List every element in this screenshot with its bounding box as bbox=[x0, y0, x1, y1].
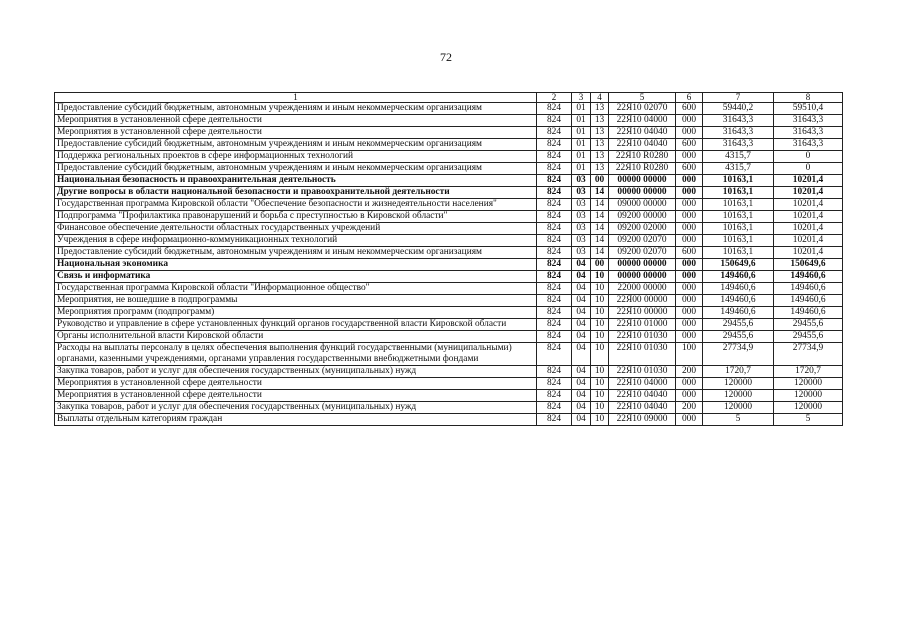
row-subsection-cell: 14 bbox=[591, 235, 609, 247]
row-amount-year1-cell: 31643,3 bbox=[703, 139, 774, 151]
column-header: 1 bbox=[55, 93, 537, 103]
row-ministry-code-cell: 824 bbox=[537, 175, 572, 187]
row-subsection-cell: 14 bbox=[591, 211, 609, 223]
row-amount-year2-cell: 1720,7 bbox=[774, 366, 843, 378]
column-header: 8 bbox=[774, 93, 843, 103]
row-amount-year2-cell: 149460,6 bbox=[774, 295, 843, 307]
row-ministry-code-cell: 824 bbox=[537, 378, 572, 390]
row-ministry-code-cell: 824 bbox=[537, 402, 572, 414]
row-expense-type-cell: 000 bbox=[676, 187, 703, 199]
row-section-cell: 04 bbox=[572, 295, 591, 307]
row-amount-year1-cell: 29455,6 bbox=[703, 319, 774, 331]
row-subsection-cell: 10 bbox=[591, 319, 609, 331]
row-name-cell: Национальная экономика bbox=[55, 259, 537, 271]
row-ministry-code-cell: 824 bbox=[537, 307, 572, 319]
table-header-row bbox=[55, 93, 843, 103]
row-section-cell: 04 bbox=[572, 366, 591, 378]
row-amount-year1-cell: 10163,1 bbox=[703, 223, 774, 235]
row-section-cell: 04 bbox=[572, 414, 591, 426]
row-ministry-code-cell: 824 bbox=[537, 414, 572, 426]
row-expense-type-cell: 600 bbox=[676, 163, 703, 175]
row-amount-year1-cell: 149460,6 bbox=[703, 295, 774, 307]
row-target-article-cell: 22Я10 02070 bbox=[609, 103, 676, 115]
row-amount-year1-cell: 31643,3 bbox=[703, 115, 774, 127]
row-subsection-cell: 10 bbox=[591, 378, 609, 390]
row-amount-year2-cell: 27734,9 bbox=[774, 343, 843, 366]
row-amount-year2-cell: 10201,4 bbox=[774, 187, 843, 199]
row-target-article-cell: 22Я10 R0280 bbox=[609, 151, 676, 163]
row-section-cell: 03 bbox=[572, 235, 591, 247]
row-section-cell: 04 bbox=[572, 378, 591, 390]
row-subsection-cell: 14 bbox=[591, 247, 609, 259]
row-section-cell: 04 bbox=[572, 319, 591, 331]
row-name-cell: Предоставление субсидий бюджетным, автономным учреждениям и иным некоммерческим организациям bbox=[55, 139, 537, 151]
table-row bbox=[55, 235, 843, 247]
row-target-article-cell: 09200 02000 bbox=[609, 223, 676, 235]
row-amount-year2-cell: 10201,4 bbox=[774, 211, 843, 223]
row-ministry-code-cell: 824 bbox=[537, 331, 572, 343]
row-subsection-cell: 14 bbox=[591, 187, 609, 199]
table-row bbox=[55, 223, 843, 235]
row-amount-year2-cell: 0 bbox=[774, 163, 843, 175]
row-ministry-code-cell: 824 bbox=[537, 271, 572, 283]
row-target-article-cell: 09000 00000 bbox=[609, 199, 676, 211]
row-name-cell: Закупка товаров, работ и услуг для обеспечения государственных (муниципальных) нужд bbox=[55, 402, 537, 414]
row-subsection-cell: 10 bbox=[591, 390, 609, 402]
row-expense-type-cell: 000 bbox=[676, 307, 703, 319]
row-expense-type-cell: 000 bbox=[676, 211, 703, 223]
row-expense-type-cell: 000 bbox=[676, 259, 703, 271]
row-name-cell: Предоставление субсидий бюджетным, автономным учреждениям и иным некоммерческим организациям bbox=[55, 163, 537, 175]
row-target-article-cell: 09200 00000 bbox=[609, 211, 676, 223]
row-name-cell: Подпрограмма "Профилактика правонарушений и борьба с преступностью в Кировской области" bbox=[55, 211, 537, 223]
row-amount-year1-cell: 150649,6 bbox=[703, 259, 774, 271]
table-row bbox=[55, 199, 843, 211]
column-header: 7 bbox=[703, 93, 774, 103]
row-section-cell: 01 bbox=[572, 163, 591, 175]
row-target-article-cell: 00000 00000 bbox=[609, 187, 676, 199]
table-row bbox=[55, 103, 843, 115]
row-amount-year1-cell: 10163,1 bbox=[703, 175, 774, 187]
row-section-cell: 03 bbox=[572, 247, 591, 259]
row-name-cell: Руководство и управление в сфере установленных функций органов государственной власти Кировской области bbox=[55, 319, 537, 331]
row-amount-year2-cell: 31643,3 bbox=[774, 139, 843, 151]
row-amount-year1-cell: 10163,1 bbox=[703, 211, 774, 223]
row-amount-year1-cell: 149460,6 bbox=[703, 271, 774, 283]
row-amount-year1-cell: 10163,1 bbox=[703, 235, 774, 247]
row-name-cell: Государственная программа Кировской области "Информационное общество" bbox=[55, 283, 537, 295]
row-amount-year2-cell: 10201,4 bbox=[774, 199, 843, 211]
row-ministry-code-cell: 824 bbox=[537, 295, 572, 307]
row-ministry-code-cell: 824 bbox=[537, 319, 572, 331]
row-section-cell: 04 bbox=[572, 283, 591, 295]
row-amount-year2-cell: 120000 bbox=[774, 378, 843, 390]
row-amount-year1-cell: 10163,1 bbox=[703, 247, 774, 259]
row-subsection-cell: 10 bbox=[591, 366, 609, 378]
row-target-article-cell: 22Я10 01030 bbox=[609, 343, 676, 366]
row-section-cell: 03 bbox=[572, 175, 591, 187]
row-subsection-cell: 00 bbox=[591, 259, 609, 271]
row-expense-type-cell: 000 bbox=[676, 319, 703, 331]
row-amount-year2-cell: 10201,4 bbox=[774, 235, 843, 247]
row-name-cell: Мероприятия в установленной сфере деятельности bbox=[55, 127, 537, 139]
row-name-cell: Мероприятия в установленной сфере деятельности bbox=[55, 115, 537, 127]
row-ministry-code-cell: 824 bbox=[537, 235, 572, 247]
row-expense-type-cell: 000 bbox=[676, 390, 703, 402]
row-amount-year2-cell: 120000 bbox=[774, 390, 843, 402]
row-expense-type-cell: 000 bbox=[676, 115, 703, 127]
row-expense-type-cell: 000 bbox=[676, 271, 703, 283]
row-target-article-cell: 22Я10 04000 bbox=[609, 115, 676, 127]
table-row bbox=[55, 151, 843, 163]
row-ministry-code-cell: 824 bbox=[537, 259, 572, 271]
row-section-cell: 01 bbox=[572, 127, 591, 139]
row-target-article-cell: 00000 00000 bbox=[609, 175, 676, 187]
row-expense-type-cell: 000 bbox=[676, 151, 703, 163]
row-expense-type-cell: 000 bbox=[676, 235, 703, 247]
row-section-cell: 03 bbox=[572, 199, 591, 211]
row-amount-year2-cell: 29455,6 bbox=[774, 319, 843, 331]
row-amount-year1-cell: 120000 bbox=[703, 378, 774, 390]
row-subsection-cell: 14 bbox=[591, 223, 609, 235]
row-target-article-cell: 22Я10 01030 bbox=[609, 366, 676, 378]
row-subsection-cell: 10 bbox=[591, 271, 609, 283]
row-ministry-code-cell: 824 bbox=[537, 366, 572, 378]
table-row bbox=[55, 127, 843, 139]
table-row bbox=[55, 283, 843, 295]
row-name-cell: Поддержка региональных проектов в сфере информационных технологий bbox=[55, 151, 537, 163]
row-section-cell: 04 bbox=[572, 390, 591, 402]
row-expense-type-cell: 000 bbox=[676, 175, 703, 187]
row-expense-type-cell: 000 bbox=[676, 295, 703, 307]
row-amount-year2-cell: 10201,4 bbox=[774, 247, 843, 259]
row-name-cell: Финансовое обеспечение деятельности областных государственных учреждений bbox=[55, 223, 537, 235]
row-amount-year1-cell: 10163,1 bbox=[703, 187, 774, 199]
row-ministry-code-cell: 824 bbox=[537, 187, 572, 199]
row-subsection-cell: 14 bbox=[591, 199, 609, 211]
row-expense-type-cell: 600 bbox=[676, 247, 703, 259]
row-expense-type-cell: 000 bbox=[676, 331, 703, 343]
row-target-article-cell: 22Я10 04040 bbox=[609, 127, 676, 139]
table-row bbox=[55, 414, 843, 426]
row-ministry-code-cell: 824 bbox=[537, 127, 572, 139]
row-name-cell: Расходы на выплаты персоналу в целях обеспечения выполнения функций государственными (муниципальными) органами, казенными учреждениями, органами управления государственными внебюджетными фондами bbox=[55, 343, 537, 366]
row-amount-year2-cell: 149460,6 bbox=[774, 271, 843, 283]
table-row bbox=[55, 247, 843, 259]
row-target-article-cell: 22Я10 04000 bbox=[609, 378, 676, 390]
row-name-cell: Мероприятия в установленной сфере деятельности bbox=[55, 378, 537, 390]
table-row bbox=[55, 307, 843, 319]
row-amount-year1-cell: 149460,6 bbox=[703, 307, 774, 319]
row-name-cell: Государственная программа Кировской области "Обеспечение безопасности и жизнедеятельности населения" bbox=[55, 199, 537, 211]
row-target-article-cell: 00000 00000 bbox=[609, 259, 676, 271]
table-row bbox=[55, 390, 843, 402]
table-row bbox=[55, 295, 843, 307]
row-section-cell: 04 bbox=[572, 271, 591, 283]
row-amount-year2-cell: 29455,6 bbox=[774, 331, 843, 343]
row-amount-year1-cell: 149460,6 bbox=[703, 283, 774, 295]
row-section-cell: 04 bbox=[572, 402, 591, 414]
row-subsection-cell: 13 bbox=[591, 139, 609, 151]
row-target-article-cell: 09200 02070 bbox=[609, 235, 676, 247]
row-amount-year1-cell: 27734,9 bbox=[703, 343, 774, 366]
row-name-cell: Закупка товаров, работ и услуг для обеспечения государственных (муниципальных) нужд bbox=[55, 366, 537, 378]
row-target-article-cell: 22Я00 00000 bbox=[609, 295, 676, 307]
row-amount-year1-cell: 120000 bbox=[703, 390, 774, 402]
row-section-cell: 03 bbox=[572, 223, 591, 235]
row-target-article-cell: 22Я10 R0280 bbox=[609, 163, 676, 175]
row-subsection-cell: 13 bbox=[591, 115, 609, 127]
row-target-article-cell: 00000 00000 bbox=[609, 271, 676, 283]
row-amount-year1-cell: 10163,1 bbox=[703, 199, 774, 211]
row-amount-year2-cell: 59510,4 bbox=[774, 103, 843, 115]
row-section-cell: 03 bbox=[572, 187, 591, 199]
row-ministry-code-cell: 824 bbox=[537, 390, 572, 402]
row-name-cell: Предоставление субсидий бюджетным, автономным учреждениям и иным некоммерческим организациям bbox=[55, 103, 537, 115]
row-amount-year2-cell: 150649,6 bbox=[774, 259, 843, 271]
row-name-cell: Мероприятия, не вошедшие в подпрограммы bbox=[55, 295, 537, 307]
row-amount-year1-cell: 59440,2 bbox=[703, 103, 774, 115]
row-subsection-cell: 13 bbox=[591, 103, 609, 115]
row-target-article-cell: 22Я10 04040 bbox=[609, 390, 676, 402]
row-section-cell: 01 bbox=[572, 151, 591, 163]
row-section-cell: 01 bbox=[572, 103, 591, 115]
table-row bbox=[55, 331, 843, 343]
row-subsection-cell: 10 bbox=[591, 295, 609, 307]
row-subsection-cell: 13 bbox=[591, 127, 609, 139]
row-subsection-cell: 13 bbox=[591, 163, 609, 175]
table-row bbox=[55, 175, 843, 187]
row-ministry-code-cell: 824 bbox=[537, 163, 572, 175]
column-header: 4 bbox=[591, 93, 609, 103]
row-amount-year1-cell: 31643,3 bbox=[703, 127, 774, 139]
row-section-cell: 04 bbox=[572, 331, 591, 343]
row-amount-year2-cell: 31643,3 bbox=[774, 127, 843, 139]
table-row bbox=[55, 366, 843, 378]
row-amount-year1-cell: 5 bbox=[703, 414, 774, 426]
row-amount-year2-cell: 149460,6 bbox=[774, 307, 843, 319]
row-target-article-cell: 22Я10 01030 bbox=[609, 331, 676, 343]
row-ministry-code-cell: 824 bbox=[537, 223, 572, 235]
table-row bbox=[55, 319, 843, 331]
table-row bbox=[55, 402, 843, 414]
row-ministry-code-cell: 824 bbox=[537, 151, 572, 163]
row-amount-year1-cell: 120000 bbox=[703, 402, 774, 414]
row-name-cell: Национальная безопасность и правоохранительная деятельность bbox=[55, 175, 537, 187]
row-section-cell: 01 bbox=[572, 139, 591, 151]
row-subsection-cell: 10 bbox=[591, 283, 609, 295]
row-target-article-cell: 09200 02070 bbox=[609, 247, 676, 259]
row-name-cell: Выплаты отдельным категориям граждан bbox=[55, 414, 537, 426]
row-expense-type-cell: 100 bbox=[676, 343, 703, 366]
column-header: 6 bbox=[676, 93, 703, 103]
table-row bbox=[55, 211, 843, 223]
row-ministry-code-cell: 824 bbox=[537, 199, 572, 211]
row-target-article-cell: 22Я10 04040 bbox=[609, 139, 676, 151]
row-amount-year1-cell: 4315,7 bbox=[703, 151, 774, 163]
row-name-cell: Мероприятия программ (подпрограмм) bbox=[55, 307, 537, 319]
row-subsection-cell: 10 bbox=[591, 343, 609, 366]
row-section-cell: 04 bbox=[572, 259, 591, 271]
table-row bbox=[55, 115, 843, 127]
column-header: 3 bbox=[572, 93, 591, 103]
row-ministry-code-cell: 824 bbox=[537, 211, 572, 223]
row-amount-year2-cell: 10201,4 bbox=[774, 223, 843, 235]
row-ministry-code-cell: 824 bbox=[537, 247, 572, 259]
row-target-article-cell: 22000 00000 bbox=[609, 283, 676, 295]
row-section-cell: 03 bbox=[572, 211, 591, 223]
row-name-cell: Связь и информатика bbox=[55, 271, 537, 283]
row-expense-type-cell: 200 bbox=[676, 402, 703, 414]
row-target-article-cell: 22Я10 01000 bbox=[609, 319, 676, 331]
row-name-cell: Предоставление субсидий бюджетным, автономным учреждениям и иным некоммерческим организациям bbox=[55, 247, 537, 259]
row-amount-year2-cell: 149460,6 bbox=[774, 283, 843, 295]
row-expense-type-cell: 000 bbox=[676, 127, 703, 139]
row-name-cell: Другие вопросы в области национальной безопасности и правоохранительной деятельности bbox=[55, 187, 537, 199]
row-expense-type-cell: 200 bbox=[676, 366, 703, 378]
row-amount-year1-cell: 4315,7 bbox=[703, 163, 774, 175]
row-name-cell: Учреждения в сфере информационно-коммуникационных технологий bbox=[55, 235, 537, 247]
row-amount-year1-cell: 1720,7 bbox=[703, 366, 774, 378]
table-row bbox=[55, 163, 843, 175]
row-subsection-cell: 10 bbox=[591, 307, 609, 319]
column-header: 5 bbox=[609, 93, 676, 103]
table-row bbox=[55, 343, 843, 366]
row-expense-type-cell: 000 bbox=[676, 378, 703, 390]
row-name-cell: Мероприятия в установленной сфере деятельности bbox=[55, 390, 537, 402]
page-number: 72 bbox=[440, 50, 452, 64]
row-subsection-cell: 10 bbox=[591, 331, 609, 343]
row-subsection-cell: 10 bbox=[591, 414, 609, 426]
row-amount-year1-cell: 29455,6 bbox=[703, 331, 774, 343]
row-expense-type-cell: 000 bbox=[676, 199, 703, 211]
row-amount-year2-cell: 31643,3 bbox=[774, 115, 843, 127]
row-section-cell: 04 bbox=[572, 343, 591, 366]
row-amount-year2-cell: 5 bbox=[774, 414, 843, 426]
row-target-article-cell: 22Я10 09000 bbox=[609, 414, 676, 426]
row-ministry-code-cell: 824 bbox=[537, 283, 572, 295]
row-amount-year2-cell: 10201,4 bbox=[774, 175, 843, 187]
row-amount-year2-cell: 0 bbox=[774, 151, 843, 163]
row-ministry-code-cell: 824 bbox=[537, 103, 572, 115]
row-ministry-code-cell: 824 bbox=[537, 343, 572, 366]
row-subsection-cell: 10 bbox=[591, 402, 609, 414]
row-amount-year2-cell: 120000 bbox=[774, 402, 843, 414]
row-subsection-cell: 13 bbox=[591, 151, 609, 163]
table-row bbox=[55, 259, 843, 271]
row-expense-type-cell: 000 bbox=[676, 414, 703, 426]
row-ministry-code-cell: 824 bbox=[537, 139, 572, 151]
column-header: 2 bbox=[537, 93, 572, 103]
row-name-cell: Органы исполнительной власти Кировской области bbox=[55, 331, 537, 343]
row-subsection-cell: 00 bbox=[591, 175, 609, 187]
row-section-cell: 01 bbox=[572, 115, 591, 127]
budget-table bbox=[54, 92, 843, 426]
row-expense-type-cell: 000 bbox=[676, 223, 703, 235]
table-row bbox=[55, 271, 843, 283]
table-row bbox=[55, 187, 843, 199]
row-expense-type-cell: 600 bbox=[676, 103, 703, 115]
row-target-article-cell: 22Я10 00000 bbox=[609, 307, 676, 319]
row-ministry-code-cell: 824 bbox=[537, 115, 572, 127]
table-row bbox=[55, 378, 843, 390]
row-section-cell: 04 bbox=[572, 307, 591, 319]
row-target-article-cell: 22Я10 04040 bbox=[609, 402, 676, 414]
row-expense-type-cell: 600 bbox=[676, 139, 703, 151]
table-row bbox=[55, 139, 843, 151]
row-expense-type-cell: 000 bbox=[676, 283, 703, 295]
